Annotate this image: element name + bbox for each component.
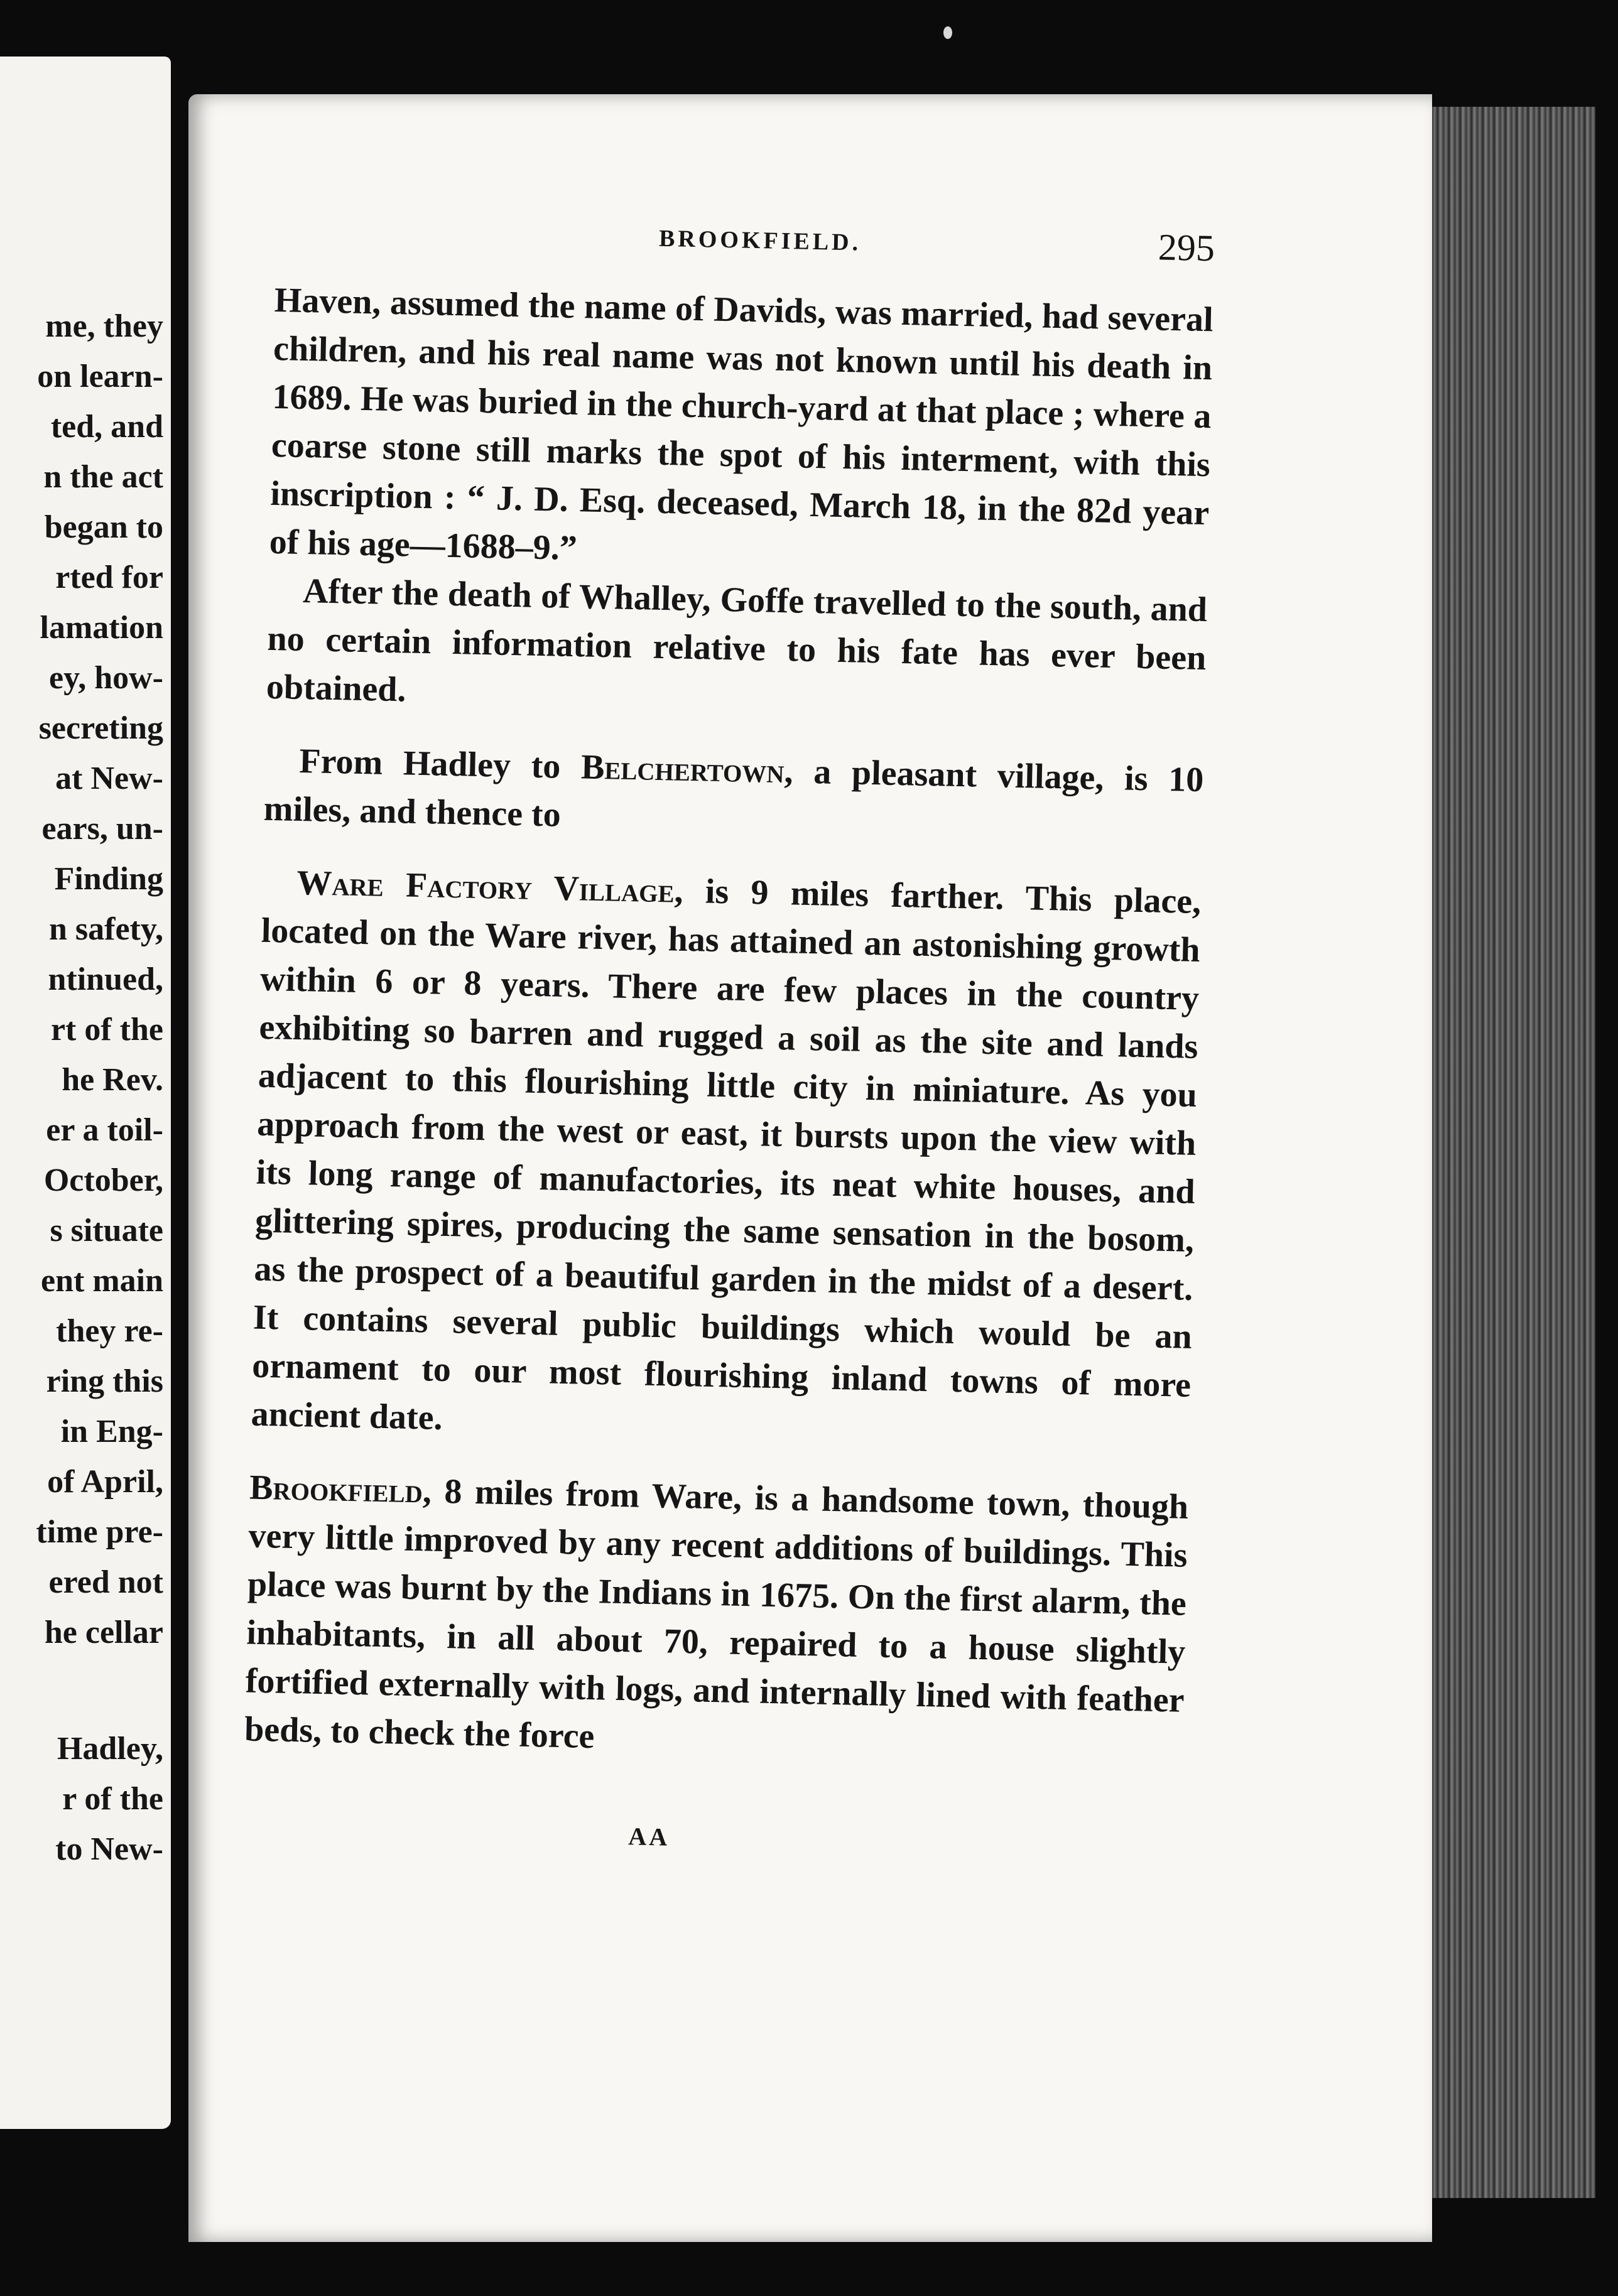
left-page-line: ears, un-	[41, 811, 163, 847]
left-page-line: r of the	[62, 1781, 163, 1817]
running-head: BROOKFIELD.	[658, 225, 862, 256]
left-page-line: ey, how-	[49, 660, 163, 696]
facing-left-page	[0, 57, 171, 2129]
left-page-line: he cellar	[44, 1615, 163, 1650]
place-name-ware: Ware Factory Village	[296, 863, 675, 911]
left-page-line: n safety,	[49, 911, 163, 947]
left-page-line: ered not	[48, 1564, 163, 1600]
left-page-line: October,	[43, 1162, 163, 1198]
paragraph-belchertown	[263, 737, 1204, 853]
left-page-line: lamation	[40, 610, 163, 646]
text-span: , 8 miles from Ware, is a handsome town, though very little improved by any recent additions of buildings. This place was burnt by the Indians in 1675. On the first alarm, the inhabitants, in all about 70, repaired to a house slightly fortified externally with logs, and internally lined with feather beds, to check the force	[244, 1471, 1189, 1757]
text-span: From Hadley to	[298, 741, 582, 787]
left-page-line: secreting	[38, 710, 163, 746]
left-page-line: s situate	[50, 1213, 163, 1248]
place-name-brookfield: Brookfield	[249, 1468, 423, 1511]
left-page-line: at New-	[55, 761, 163, 796]
signature-mark: AA	[627, 1822, 670, 1851]
left-page-line: of April,	[47, 1464, 163, 1500]
left-page-line: ent main	[41, 1263, 163, 1299]
left-page-text	[36, 301, 163, 1875]
page-edge-strip	[1432, 107, 1595, 2198]
left-page-line: er a toil-	[46, 1112, 163, 1148]
left-page-line: ntinued,	[48, 961, 163, 997]
left-page-line: ring this	[46, 1363, 163, 1399]
scan-mark	[943, 26, 952, 39]
text-span: , a pleasant village, is 10 miles, and thence to	[263, 752, 1204, 835]
left-page-line: in Eng-	[60, 1414, 163, 1449]
left-page-line: ted, and	[50, 409, 163, 445]
paragraph-davids: Haven, assumed the name of Davids, was married, had several children, and his real name was not known until his death in 1689. He was buried in the church-yard at that place ; where a coarse stone still marks the spot of his interment, with this inscription : “ J. D. Esq. deceased, March 18, in the 82d year of his age—1688–9.”	[269, 280, 1214, 568]
left-page-line: to New-	[55, 1831, 163, 1867]
left-page-line: on learn-	[37, 359, 163, 394]
left-page-line: he Rev.	[62, 1062, 163, 1098]
left-page-line: began to	[44, 509, 163, 545]
paragraph-brookfield	[244, 1464, 1188, 1773]
paragraph-ware	[251, 858, 1202, 1458]
left-page-line: Hadley,	[57, 1731, 163, 1767]
left-page-line: they re-	[56, 1313, 163, 1349]
left-page-line: time pre-	[36, 1514, 163, 1550]
paragraph-goffe: After the death of Whalley, Goffe travelled to the south, and no certain information relative to his fate has ever been obtained.	[266, 571, 1208, 710]
place-name-belchertown: Belchertown	[580, 747, 785, 791]
left-page-line	[36, 1658, 163, 1724]
left-page-line: rt of the	[50, 1012, 163, 1048]
left-page-line: rted for	[55, 560, 163, 595]
left-page-line: n the act	[43, 459, 163, 495]
body-text	[244, 276, 1214, 1773]
page-number: 295	[1158, 226, 1215, 269]
page-text-block	[242, 207, 1215, 1863]
text-span: , is 9 miles farther. This place, located on the Ware river, has attained an astonishing growth within 6 or 8 years. There are few places in the country exhibiting so barren and rugged a soil as the site and lands adjacent to this flourishing little city in miniature. As you approach from the west or east, it bursts upon the view with its long range of manufactories, its neat white houses, and glittering spires, producing the same sensation in the bosom, as the prospect of a beautiful garden in the midst of a desert. It contains several public buildings which would be an ornament to our most flourishing inland towns of more ancient date.	[251, 871, 1202, 1438]
left-page-line: me, they	[45, 308, 163, 344]
left-page-line: Finding	[54, 861, 163, 897]
